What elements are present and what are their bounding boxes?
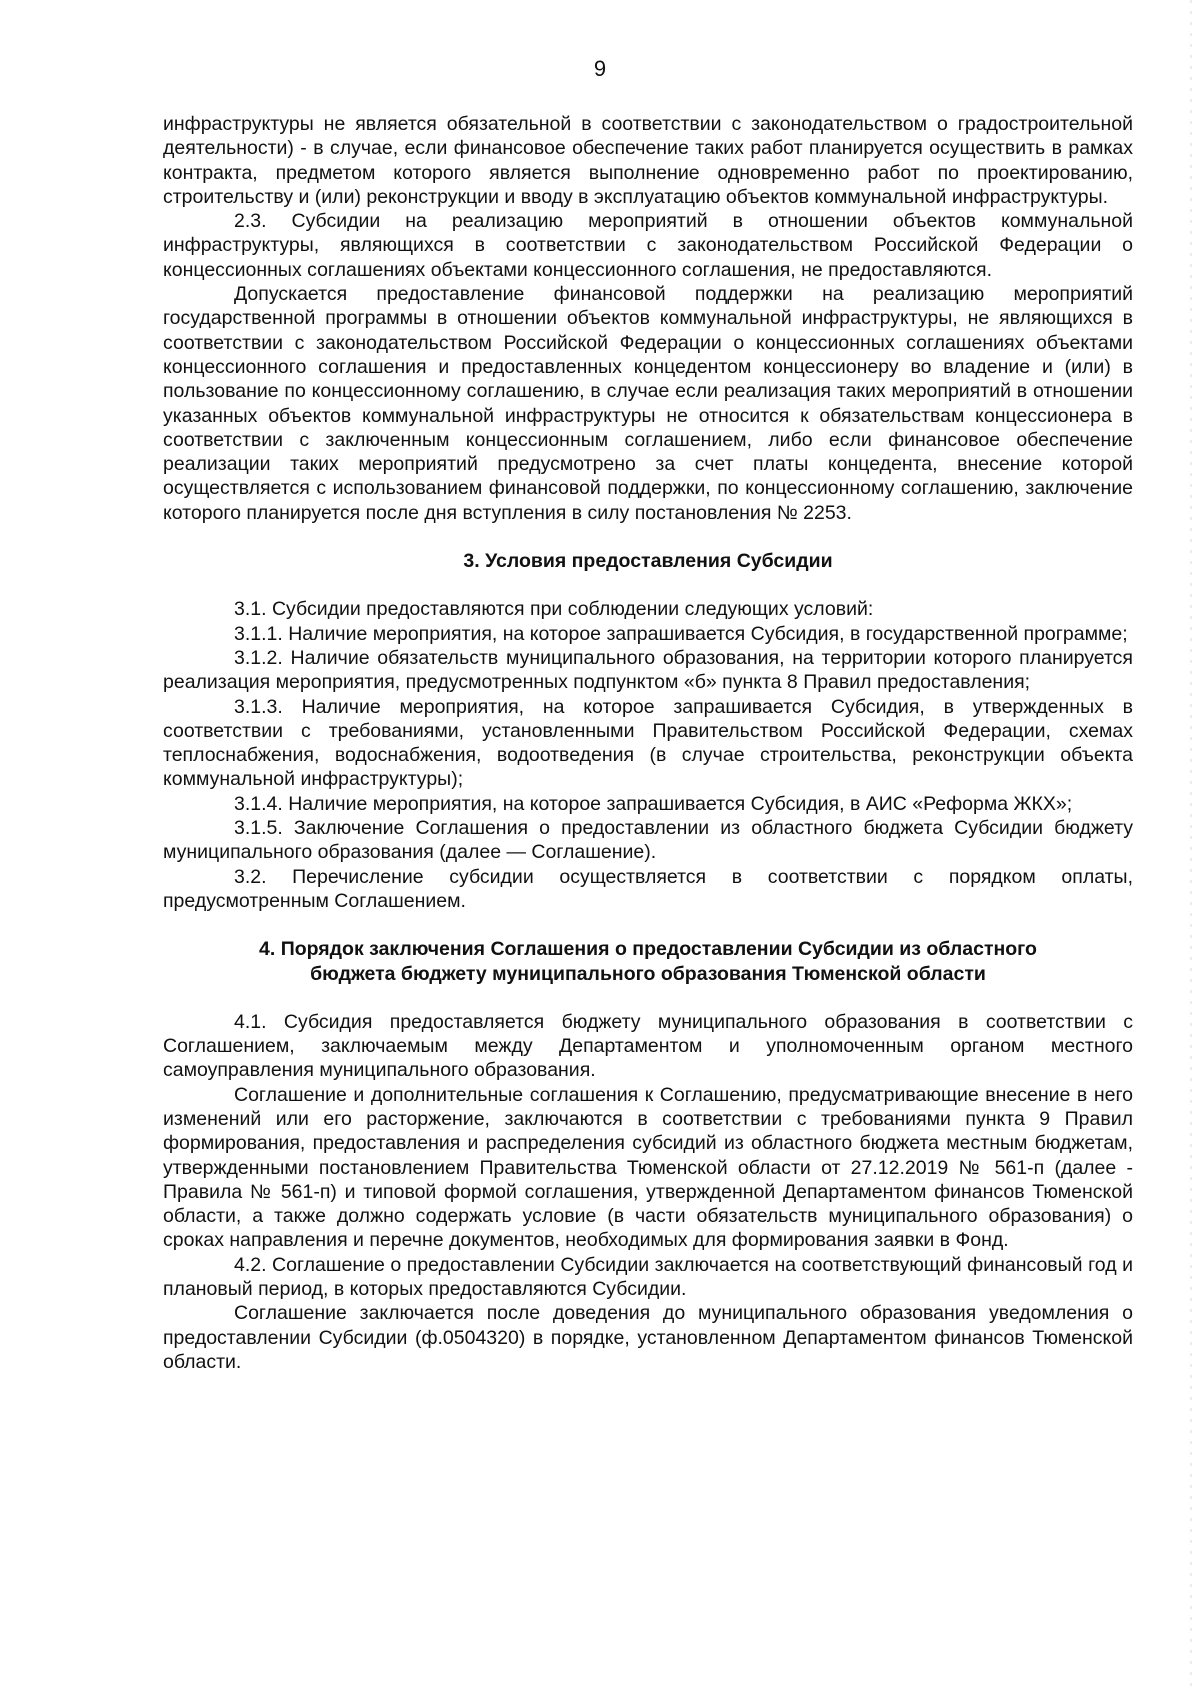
page-number: 9 [593, 56, 607, 81]
paragraph: 2.3. Субсидии на реализацию мероприятий в отношении объектов коммунальной инфраструктуры, являющихся в соответствии с законодательством Российской Федерации о концессионных соглашениях объектами концессионного соглашения, не предоставляются. [163, 210, 1133, 281]
paragraph: 3.1.1. Наличие мероприятия, на которое запрашивается Субсидия, в государственной программе; [234, 622, 1128, 645]
paragraph: 4.2. Соглашение о предоставлении Субсидии заключается на соответствующий финансовый год и плановый период, в которых предоставляются Субсидии. [163, 1253, 1133, 1301]
section-3-title: 3. Условия предоставления Субсидии [463, 550, 833, 573]
paragraph: 3.1.3. Наличие мероприятия, на которое запрашивается Субсидия, в утвержденных в соответствии с требованиями, установленными Правительством Российской Федерации, схемах теплоснабжения, водоснабжения, водоотведения (в случае строительства, реконструкции объекта коммунальной инфраструктуры); [163, 695, 1133, 791]
paragraph: Соглашение заключается после доведения до муниципального образования уведомления о предоставлении Субсидии (ф.0504320) в порядке, установленном Департаментом финансов Тюменской области. [163, 1302, 1133, 1373]
paragraph: Допускается предоставление финансовой поддержки на реализацию мероприятий государственной программы в отношении объектов коммунальной инфраструктуры, не являющихся в соответствии с законодательством Российской Федерации о концессионных соглашениях объектами концессионного соглашения и предоставленных концедентом концессионеру во владение и (или) в пользование по концессионному соглашению, в случае если реализация таких мероприятий в отношении указанных объектов коммунальной инфраструктуры не относится к обязательствам концессионера в соответствии с заключенным концессионным соглашением, либо если финансовое обеспечение реализации таких мероприятий предусмотрено за счет платы концедента, внесение которой осуществляется с использованием финансовой поддержки, по концессионному соглашению, заключение которого планируется после дня вступления в силу постановления № 2253. [163, 283, 1133, 524]
paragraph: 3.1.2. Наличие обязательств муниципального образования, на территории которого планируется реализация мероприятия, предусмотренных подпунктом «б» пункта 8 Правил предоставления; [163, 646, 1133, 694]
section-4-title-line-1: 4. Порядок заключения Соглашения о предоставлении Субсидии из областного [259, 938, 1037, 961]
paragraph: 3.1.5. Заключение Соглашения о предоставлении из областного бюджета Субсидии бюджету муниципального образования (далее — Соглашение). [163, 817, 1133, 864]
paragraph: 4.1. Субсидия предоставляется бюджету муниципального образования в соответствии с Соглашением, заключаемым между Департаментом и уполномоченным органом местного самоуправления муниципального образования. [163, 1010, 1133, 1082]
paragraph: 3.1. Субсидии предоставляются при соблюдении следующих условий: [234, 598, 874, 621]
section-4-title-line-2: бюджета бюджету муниципального образования Тюменской области [310, 962, 986, 985]
paragraph: 3.2. Перечисление субсидии осуществляется в соответствии с порядком оплаты, предусмотренным Соглашением. [163, 865, 1133, 912]
paragraph: инфраструктуры не является обязательной в соответствии с законодательством о градостроительной деятельности) - в случае, если финансовое обеспечение таких работ планируется осуществить в рамках контракта, предметом которого является выполнение одновременно работ по проектированию, строительству и (или) реконструкции и вводу в эксплуатацию объектов коммунальной инфраструктуры. [163, 113, 1133, 208]
scan-edge-artifact [1190, 0, 1192, 1686]
document-body [163, 112, 1133, 1374]
paragraph: 3.1.4. Наличие мероприятия, на которое запрашивается Субсидия, в АИС «Реформа ЖКХ»; [234, 792, 1073, 815]
paragraph: Соглашение и дополнительные соглашения к Соглашению, предусматривающие внесение в него изменений или его расторжение, заключаются в соответствии с требованиями пункта 9 Правил формирования, предоставления и распределения субсидий из областного бюджета местным бюджетам, утвержденными постановлением Правительства Тюменской области от 27.12.2019 № 561-п (далее - Правила № 561-п) и типовой формой соглашения, утвержденной Департаментом финансов Тюменской области, а также должно содержать условие (в части обязательств муниципального образования) о сроках направления и перечне документов, необходимых для формирования заявки в Фонд. [163, 1083, 1133, 1252]
